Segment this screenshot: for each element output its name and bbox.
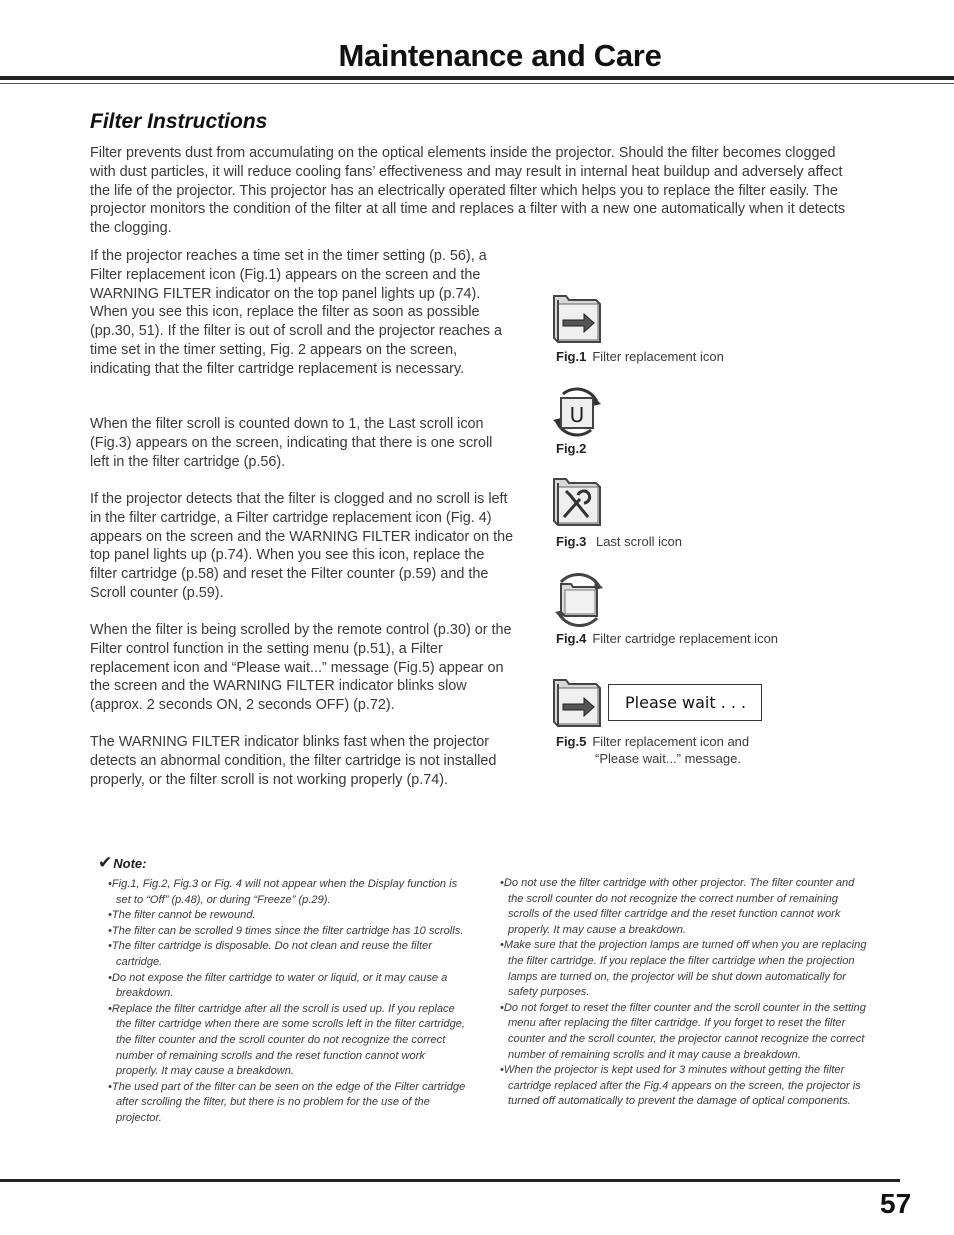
fig1-caption: Filter replacement icon: [592, 349, 724, 364]
filter-replacement-icon: [548, 292, 604, 348]
paragraph-warning: The WARNING FILTER indicator blinks fast when the projector detects an abnormal condition, the filter cartridge is not installed properly, or the filter scroll is not working properly (p.74).: [90, 734, 497, 788]
paragraph-clogged: If the projector detects that the filter is clogged and no scroll is left in the filter cartridge, a Filter cartridge replacement icon (Fig. 4) appears on the screen and the WARNING FILTER indicator on the top panel lights up (p.74). When you see this icon, replace the filter cartridge (p.58) and reset the Filter counter (p.59) and the Scroll counter (p.59).: [90, 491, 514, 601]
fig5-label: [556, 734, 749, 749]
filter-cartridge-empty-icon: [549, 384, 605, 440]
fig5-caption-line1: Filter replacement icon and: [592, 734, 750, 749]
note-heading-text: Note:: [113, 856, 147, 871]
please-wait-message: Please wait . . .: [608, 684, 762, 721]
fig5-number: Fig.5: [556, 734, 587, 749]
fig4-number: Fig.4: [556, 631, 587, 646]
filter-cartridge-replacement-icon: [549, 570, 609, 628]
footer-rule: [0, 1179, 900, 1182]
paragraph-remote: When the filter is being scrolled by the remote control (p.30) or the Filter control function in the setting menu (p.51), a Filter replacement icon and “Please wait...” message (Fig.5) appear on the screen and the WARNING FILTER indicator blinks slow (approx. 2 seconds ON, 2 seconds OFF) (p.72).: [90, 622, 512, 714]
last-scroll-icon: [548, 475, 604, 531]
note-left-column: [108, 877, 470, 1127]
note-item: •When the projector is kept used for 3 minutes without getting the filter cartridge replaced after the Fig.4 appears on the screen, the projector is turned off automatically to prevent the damage of optical components.: [500, 1064, 861, 1108]
filter-replacement-icon-fig5: [548, 676, 604, 732]
page-number: 57: [880, 1188, 912, 1219]
note-item: •The filter cartridge is disposable. Do not clean and reuse the filter cartridge.: [108, 940, 432, 968]
fig4-caption: Filter cartridge replacement icon: [592, 631, 779, 646]
paragraph-last-scroll: When the filter scroll is counted down to 1, the Last scroll icon (Fig.3) appears on the screen, indicating that there is one scroll left in the filter cartridge (p.56).: [90, 416, 493, 470]
fig2-label: [556, 441, 592, 456]
note-item: •The used part of the filter can be seen on the edge of the Filter cartridge after scrolling the filter, but there is no problem for the use of the projector.: [108, 1080, 466, 1124]
fig4-label: [556, 631, 778, 646]
note-heading: [98, 853, 146, 873]
note-item: •Do not use the filter cartridge with other projector. The filter counter and the scroll counter do not recognize the correct number of remaining scrolls of the used filter cartridge and the reset function cannot work properly. It may cause a breakdown.: [500, 877, 855, 936]
note-item: •Do not forget to reset the filter counter and the scroll counter in the setting menu after replacing the filter cartridge. If you forget to reset the filter counter and the scroll counter, the projector cannot recognize the correct number of remaining scrolls and it may cause a breakdown.: [500, 1001, 866, 1061]
note-item: •Fig.1, Fig.2, Fig.3 or Fig. 4 will not appear when the Display function is set to “Off” (p.48), or during “Freeze” (p.29).: [108, 878, 458, 906]
note-item: •The filter cannot be rewound.: [108, 909, 256, 922]
note-item: •Make sure that the projection lamps are turned off when you are replacing the filter cartridge. If you replace the filter cartridge when the projection lamps are turned on, the projector will be shut down automatically for safety purposes.: [500, 939, 867, 999]
note-item: •Replace the filter cartridge after all the scroll is used up. If you replace the filter cartridge when there are some scrolls left in the filter cartridge, the filter counter and the scroll counter do not recognize the correct number of remaining scrolls and the reset function cannot work properly. It may cause a breakdown.: [108, 1002, 465, 1078]
fig5-caption-line2: “Please wait...” message.: [595, 751, 741, 766]
fig3-number: Fig.3: [556, 534, 587, 549]
fig3-label: [556, 534, 682, 549]
fig1-label: [556, 349, 724, 364]
paragraph-timer: If the projector reaches a time set in the timer setting (p. 56), a Filter replacement icon (Fig.1) appears on the screen and the WARNING FILTER indicator on the top panel lights up (p.74). When you see this icon, replace the filter as soon as possible (pp.30, 51). If the filter is out of scroll and the projector reaches a time set in the timer setting, Fig. 2 appears on the screen, indicating that the filter cartridge replacement is necessary.: [90, 248, 502, 377]
checkmark-icon: ✔: [98, 853, 113, 872]
note-right-column: [500, 876, 870, 1110]
note-item: •The filter can be scrolled 9 times since the filter cartridge has 10 scrolls.: [108, 924, 464, 937]
intro-paragraph: Filter prevents dust from accumulating on the optical elements inside the projector. Should the filter becomes clogged with dust particles, it will reduce cooling fans’ effectiveness and may result in internal heat buildup and adversely affect the life of the projector. This projector has an electrically operated filter which helps you to replace the filter easily. The projector monitors the condition of the filter at all time and replaces a filter with a new one automatically when it detects the clogging.: [90, 145, 846, 237]
fig1-number: Fig.1: [556, 349, 587, 364]
fig2-number: Fig.2: [556, 441, 587, 456]
fig2-icon-letter: U: [569, 403, 585, 427]
note-item: •Do not expose the filter cartridge to water or liquid, or it may cause a breakdown.: [108, 971, 448, 1000]
section-title: Filter Instructions: [90, 110, 268, 133]
chapter-title: Maintenance and Care: [338, 38, 662, 73]
header-rule: [0, 76, 954, 80]
header-rule-thin: [0, 83, 954, 84]
fig3-caption: Last scroll icon: [595, 534, 682, 549]
